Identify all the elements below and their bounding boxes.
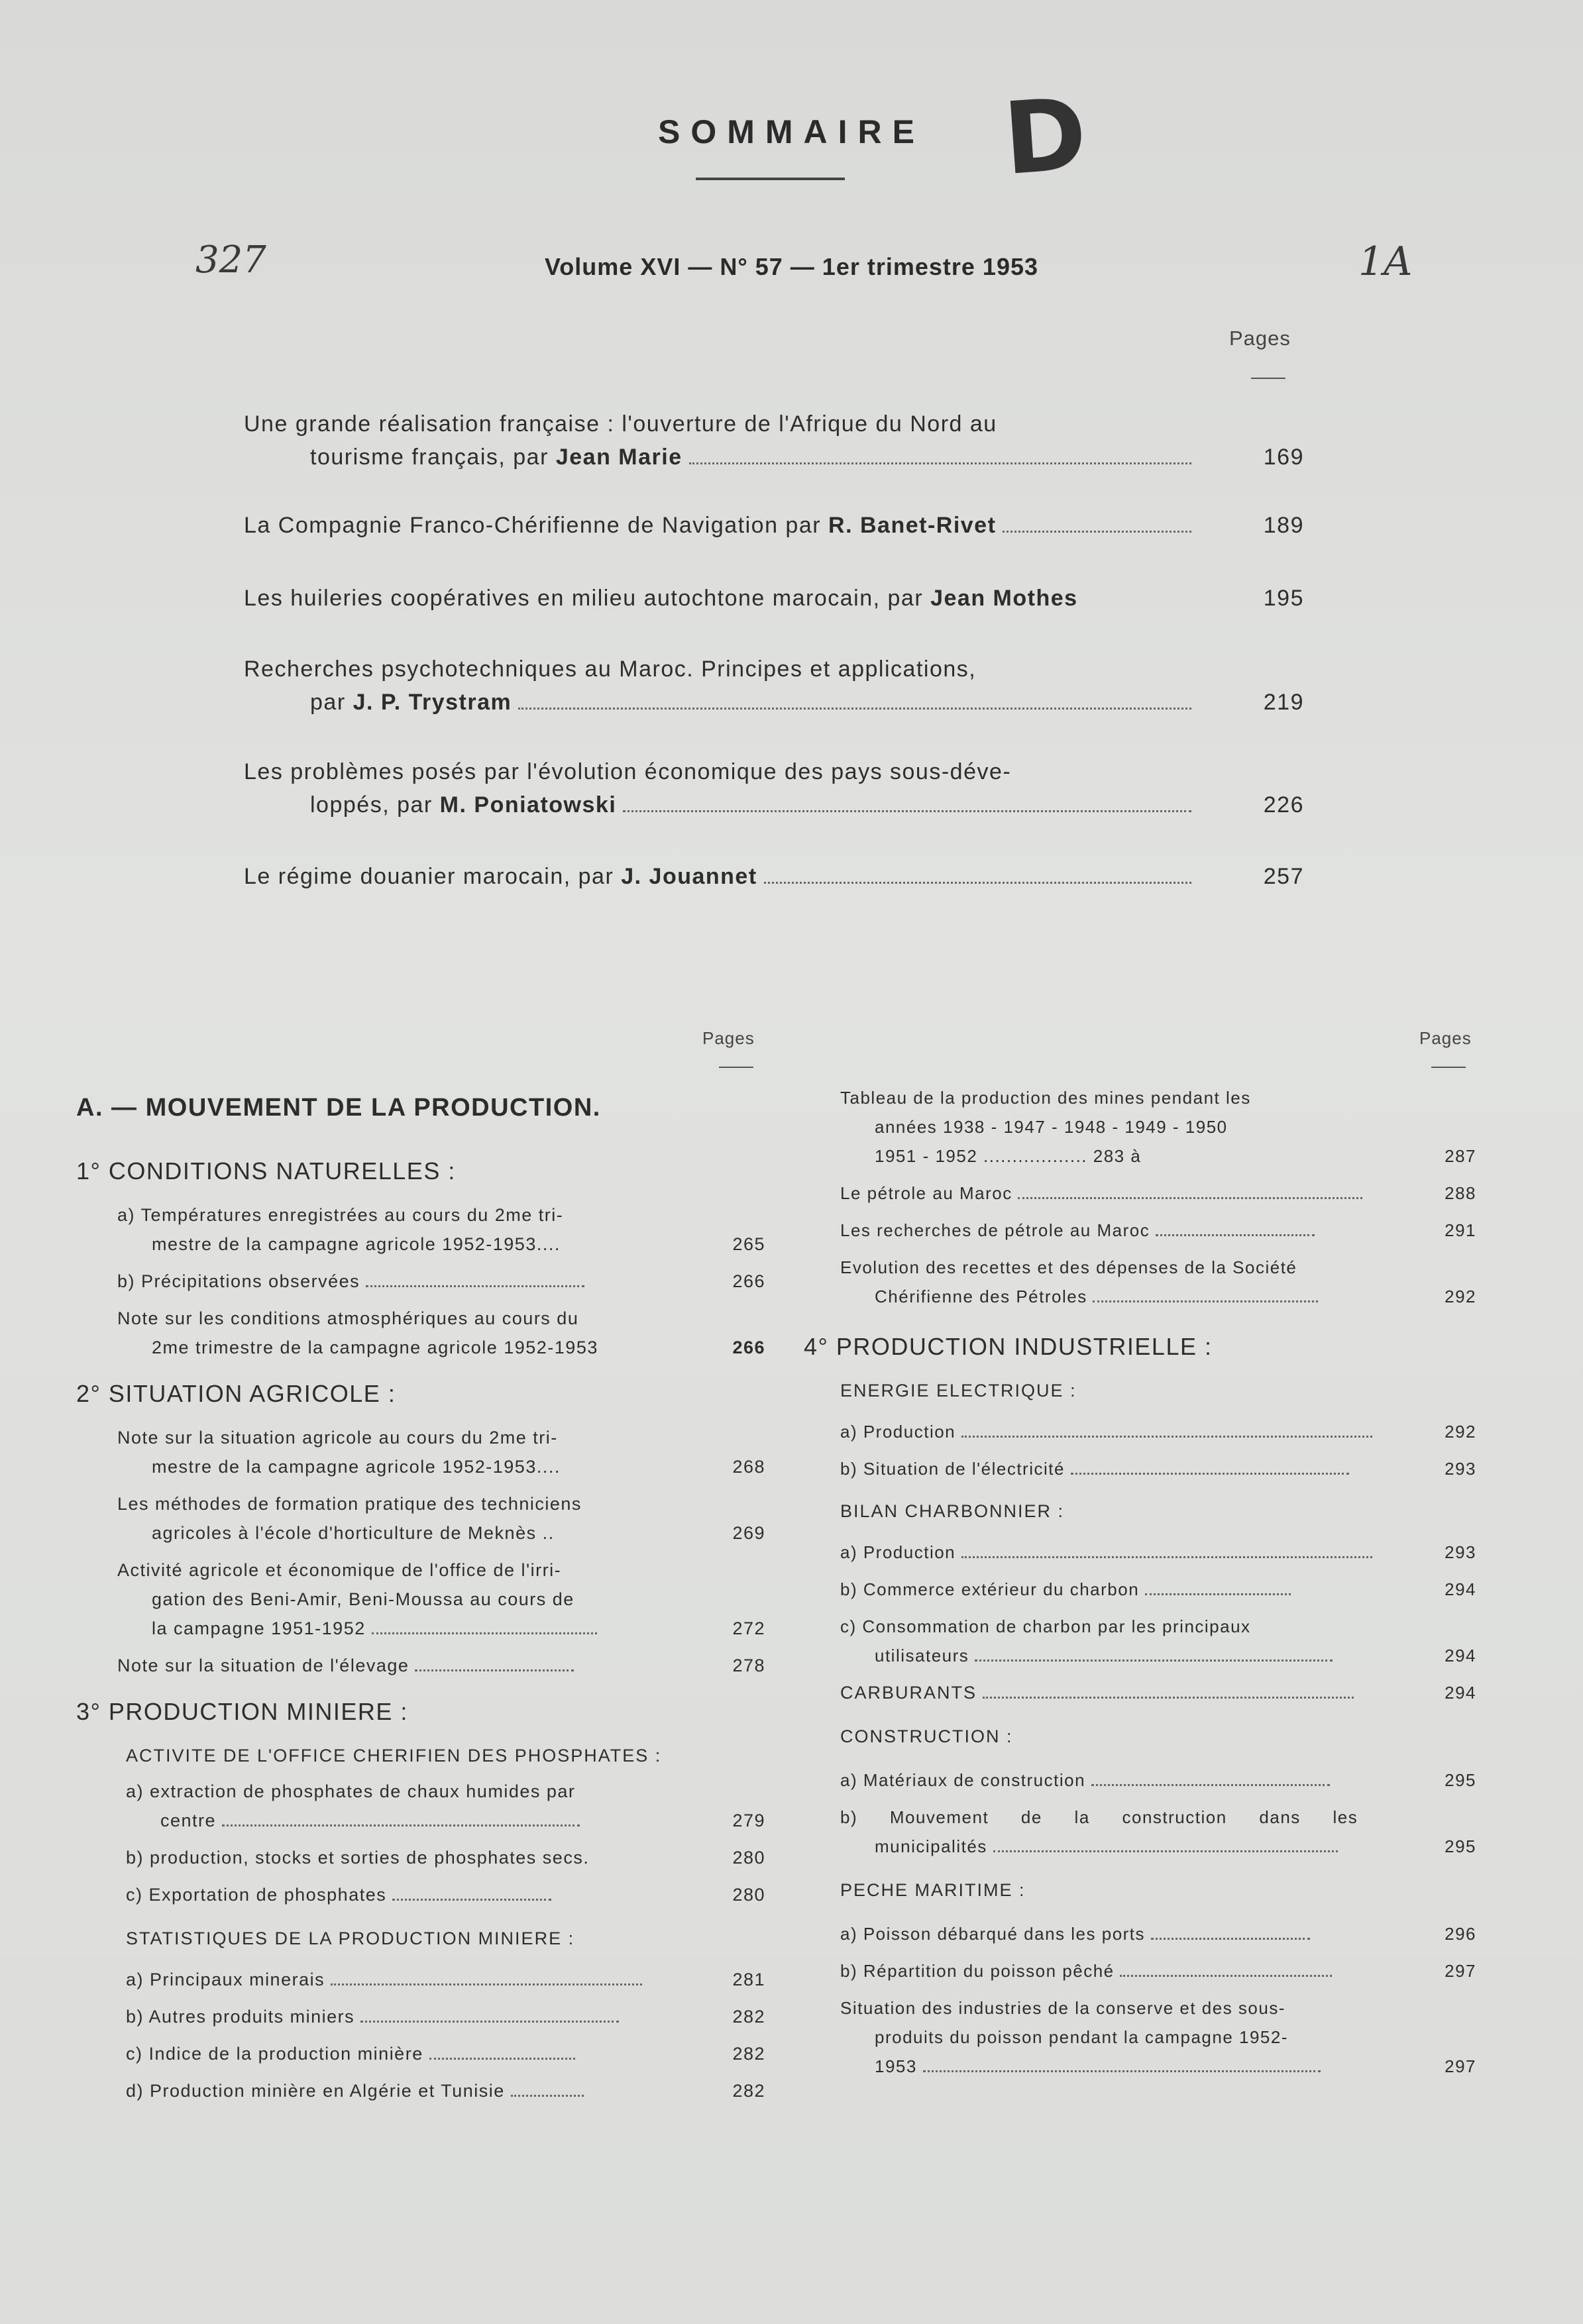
entry-line: Tableau de la production des mines pendant les [840, 1088, 1251, 1108]
entry-page: 294 [1445, 1579, 1476, 1599]
toc-entry [117, 1304, 765, 1362]
toc-entry [117, 1651, 765, 1680]
dot-leader [1093, 1293, 1318, 1302]
dot-leader [961, 1428, 1372, 1438]
article-page: 226 [1263, 792, 1304, 818]
subsection-heading: PECHE MARITIME : [840, 1880, 1026, 1900]
toc-entry [117, 1489, 765, 1548]
entry-line: gation des Beni-Amir, Beni-Moussa au cours de [152, 1589, 574, 1609]
toc-entry [126, 2002, 765, 2031]
handwritten-note-left: 327 [195, 238, 266, 282]
toc-entry [126, 2076, 765, 2105]
dot-leader [429, 2050, 575, 2060]
dot-leader [1156, 1226, 1315, 1236]
dot-leader [623, 788, 1191, 812]
dot-leader [415, 1662, 574, 1671]
article-author: M. Poniatowski [439, 792, 617, 818]
entry-page: 272 [732, 1618, 765, 1638]
section-heading: 1° CONDITIONS NATURELLES : [76, 1157, 456, 1185]
pages-rule-top [1251, 378, 1285, 379]
article-line: Le régime douanier marocain, par [244, 864, 622, 889]
entry-line: 1951 - 1952 .................. 283 à [875, 1146, 1142, 1166]
right-column [804, 1083, 1476, 2089]
dot-leader [975, 1652, 1333, 1662]
section-items [76, 1200, 765, 1362]
dot-leader [366, 1277, 584, 1287]
entry-page: 282 [732, 2081, 765, 2101]
entry-page: 293 [1445, 1542, 1476, 1562]
dot-leader [372, 1624, 597, 1634]
subsection-heading: ACTIVITE DE L'OFFICE CHERIFIEN DES PHOSPHATES : [126, 1746, 662, 1766]
dot-leader [1018, 1189, 1362, 1199]
entry-page: 288 [1445, 1183, 1476, 1203]
dot-leader [1003, 509, 1191, 533]
volume-line: Volume XVI — N° 57 — 1er trimestre 1953 [544, 253, 1039, 280]
subsection-heading: CARBURANTS [840, 1683, 977, 1703]
stamp-letter: D [1000, 76, 1091, 198]
entry-line: b) production, stocks et sorties de phosphates secs. [126, 1848, 590, 1868]
article-page: 219 [1263, 690, 1304, 715]
dot-leader [331, 1976, 642, 1985]
title-underline [696, 178, 845, 180]
entry-page: 268 [732, 1457, 765, 1477]
entry-page: 296 [1445, 1924, 1476, 1944]
dot-leader [1151, 1930, 1310, 1940]
article-page: 195 [1263, 586, 1304, 611]
toc-entry [840, 1766, 1476, 1795]
entry-line: centre [160, 1811, 217, 1830]
dot-leader [511, 2087, 584, 2097]
toc-entry [840, 1216, 1476, 1245]
article-entry [244, 653, 1304, 719]
entry-page: 295 [1445, 1770, 1476, 1790]
toc-entry [840, 1993, 1476, 2081]
dot-leader [222, 1817, 580, 1826]
entry-line: mestre de la campagne agricole 1952-1953.... [152, 1457, 561, 1477]
article-line: loppés, par [310, 792, 440, 818]
section-items [76, 1423, 765, 1680]
entry-line: a) Températures enregistrées au cours du 2me tri- [117, 1205, 564, 1225]
entry-line: b) Précipitations observées [117, 1271, 360, 1291]
dot-leader [1071, 1465, 1349, 1475]
entry-line: Evolution des recettes et des dépenses de la Société [840, 1257, 1297, 1277]
entry-page: 282 [732, 2007, 765, 2027]
article-page: 169 [1263, 445, 1304, 470]
dot-leader [993, 1842, 1338, 1852]
article-entry [244, 509, 1304, 542]
entry-page: 293 [1445, 1459, 1476, 1479]
article-line: tourisme français, par [310, 445, 556, 470]
entry-line: années 1938 - 1947 - 1948 - 1949 - 1950 [875, 1117, 1228, 1137]
toc-entry [840, 1083, 1476, 1171]
entry-page: 281 [732, 1970, 765, 1989]
entry-line: Note sur les conditions atmosphériques au cours du [117, 1308, 579, 1328]
entry-line: mestre de la campagne agricole 1952-1953.... [152, 1234, 561, 1254]
entry-line: d) Production minière en Algérie et Tunisie [126, 2081, 505, 2101]
toc-entry [840, 1956, 1476, 1985]
dot-leader [961, 1548, 1372, 1558]
toc-entry [117, 1423, 765, 1481]
article-line: Les huileries coopératives en milieu autochtone marocain, par [244, 586, 931, 611]
toc-entry [117, 1200, 765, 1259]
pages-label-right: Pages [1419, 1028, 1472, 1048]
entry-line: Situation des industries de la conserve et des sous- [840, 1998, 1286, 2018]
entry-page: 287 [1445, 1146, 1476, 1166]
entry-line: Les recherches de pétrole au Maroc [840, 1220, 1150, 1240]
article-line: Les problèmes posés par l'évolution économique des pays sous-déve- [244, 759, 1012, 784]
entry-page: 292 [1445, 1287, 1476, 1306]
article-entry [244, 860, 1304, 893]
dot-leader [764, 860, 1191, 884]
subsection-heading: STATISTIQUES DE LA PRODUCTION MINIERE : [126, 1928, 575, 1948]
entry-line: Les méthodes de formation pratique des techniciens [117, 1494, 582, 1514]
entry-line: 1953 [875, 2056, 917, 2076]
entry-line: Le pétrole au Maroc [840, 1183, 1012, 1203]
entry-line: Note sur la situation agricole au cours du 2me tri- [117, 1428, 558, 1448]
entry-page: 265 [732, 1234, 765, 1254]
entry-line: Chérifienne des Pétroles [875, 1287, 1087, 1306]
section-heading: 3° PRODUCTION MINIERE : [76, 1698, 408, 1725]
entry-page: 266 [732, 1271, 765, 1291]
dot-leader [518, 686, 1191, 710]
toc-entry [840, 1612, 1476, 1670]
handwritten-note-right: 1A [1358, 238, 1413, 285]
article-author: J. P. Trystram [353, 690, 512, 715]
left-column [76, 1093, 765, 2113]
dot-leader [392, 1891, 551, 1901]
entry-page: 269 [732, 1523, 765, 1543]
main-heading: A. — MOUVEMENT DE LA PRODUCTION. [76, 1094, 601, 1122]
entry-line: a) extraction de phosphates de chaux humides par [126, 1781, 576, 1801]
pages-rule-right [1431, 1067, 1466, 1068]
article-line: Une grande réalisation française : l'ouverture de l'Afrique du Nord au [244, 411, 997, 437]
entry-page: 279 [732, 1811, 765, 1830]
toc-entry [126, 1777, 765, 1835]
toc-entry [840, 1454, 1476, 1483]
entry-line: b) Mouvement de la construction dans les [840, 1807, 1358, 1827]
entry-line: b) Autres produits miniers [126, 2007, 355, 2027]
entry-page: 291 [1445, 1220, 1476, 1240]
article-entry [244, 755, 1304, 821]
entry-page: 280 [732, 1848, 765, 1868]
toc-entry [117, 1556, 765, 1643]
dot-leader [923, 2062, 1321, 2072]
entry-line: b) Situation de l'électricité [840, 1459, 1065, 1479]
entry-line: 2me trimestre de la campagne agricole 1952-1953 [152, 1338, 598, 1357]
entry-page: 292 [1445, 1422, 1476, 1442]
article-line: Recherches psychotechniques au Maroc. Principes et applications, [244, 657, 977, 682]
dot-leader [1091, 1776, 1330, 1786]
toc-entry [840, 1253, 1476, 1311]
dot-leader [983, 1689, 1354, 1699]
entry-line: municipalités [875, 1836, 987, 1856]
entry-page: 278 [732, 1656, 765, 1675]
entry-page: 297 [1445, 2056, 1476, 2076]
section-heading: 2° SITUATION AGRICOLE : [76, 1380, 396, 1407]
entry-page: 294 [1445, 1646, 1476, 1665]
article-author: Jean Mothes [930, 586, 1078, 611]
article-author: J. Jouannet [621, 864, 757, 889]
article-entry [244, 582, 1304, 615]
entry-line: agricoles à l'école d'horticulture de Meknès .. [152, 1523, 555, 1543]
article-page: 189 [1263, 513, 1304, 538]
entry-line: a) Matériaux de construction [840, 1770, 1086, 1790]
toc-entry [840, 1575, 1476, 1604]
article-page: 257 [1263, 864, 1304, 889]
entry-line: la campagne 1951-1952 [152, 1618, 366, 1638]
dot-leader [1145, 1585, 1291, 1595]
section-heading: 4° PRODUCTION INDUSTRIELLE : [804, 1333, 1213, 1360]
dot-leader [689, 441, 1191, 464]
entry-line: a) Poisson débarqué dans les ports [840, 1924, 1146, 1944]
dot-leader [360, 2013, 619, 2023]
toc-entry [840, 1538, 1476, 1567]
entry-page: 295 [1445, 1836, 1476, 1856]
toc-entry [126, 1843, 765, 1872]
subsection-heading: CONSTRUCTION : [840, 1726, 1013, 1746]
entry-line: c) Indice de la production minière [126, 2044, 423, 2064]
subsection-heading: BILAN CHARBONNIER : [840, 1501, 1065, 1521]
entry-line: Note sur la situation de l'élevage [117, 1656, 409, 1675]
toc-entry [840, 1678, 1476, 1707]
toc-entry [126, 1880, 765, 1909]
subsection-heading: ENERGIE ELECTRIQUE : [840, 1381, 1077, 1400]
entry-line: a) Production [840, 1422, 956, 1442]
toc-entry [840, 1179, 1476, 1208]
toc-entry [126, 2039, 765, 2068]
entry-line: b) Commerce extérieur du charbon [840, 1579, 1140, 1599]
section-items [76, 1741, 765, 2105]
toc-entry [126, 1965, 765, 1994]
toc-entry [117, 1267, 765, 1296]
toc-entry [840, 1417, 1476, 1446]
article-line: par [310, 690, 353, 715]
entry-page: 297 [1445, 1961, 1476, 1981]
entry-line: c) Exportation de phosphates [126, 1885, 387, 1905]
article-entry [244, 407, 1304, 474]
entry-line: produits du poisson pendant la campagne 1952- [875, 2027, 1289, 2047]
entry-page: 294 [1445, 1683, 1476, 1703]
entry-page: 280 [732, 1885, 765, 1905]
entry-line: b) Répartition du poisson pêché [840, 1961, 1115, 1981]
pages-rule-left [719, 1067, 753, 1068]
toc-entry [840, 1919, 1476, 1948]
entry-line: utilisateurs [875, 1646, 969, 1665]
entry-line: a) Principaux minerais [126, 1970, 325, 1989]
entry-line: Activité agricole et économique de l'office de l'irri- [117, 1560, 562, 1580]
page-title: SOMMAIRE [658, 113, 925, 150]
article-line: La Compagnie Franco-Chérifienne de Navigation par [244, 513, 829, 538]
entry-page: 266 [732, 1338, 765, 1357]
entry-line: c) Consommation de charbon par les principaux [840, 1616, 1251, 1636]
entry-page: 282 [732, 2044, 765, 2064]
toc-entry [840, 1803, 1476, 1861]
dot-leader [1120, 1967, 1332, 1977]
entry-line: a) Production [840, 1542, 956, 1562]
pages-label-top: Pages [1229, 327, 1291, 350]
article-author: R. Banet-Rivet [828, 513, 997, 538]
pages-label-left: Pages [702, 1028, 755, 1048]
article-author: Jean Marie [555, 445, 682, 470]
